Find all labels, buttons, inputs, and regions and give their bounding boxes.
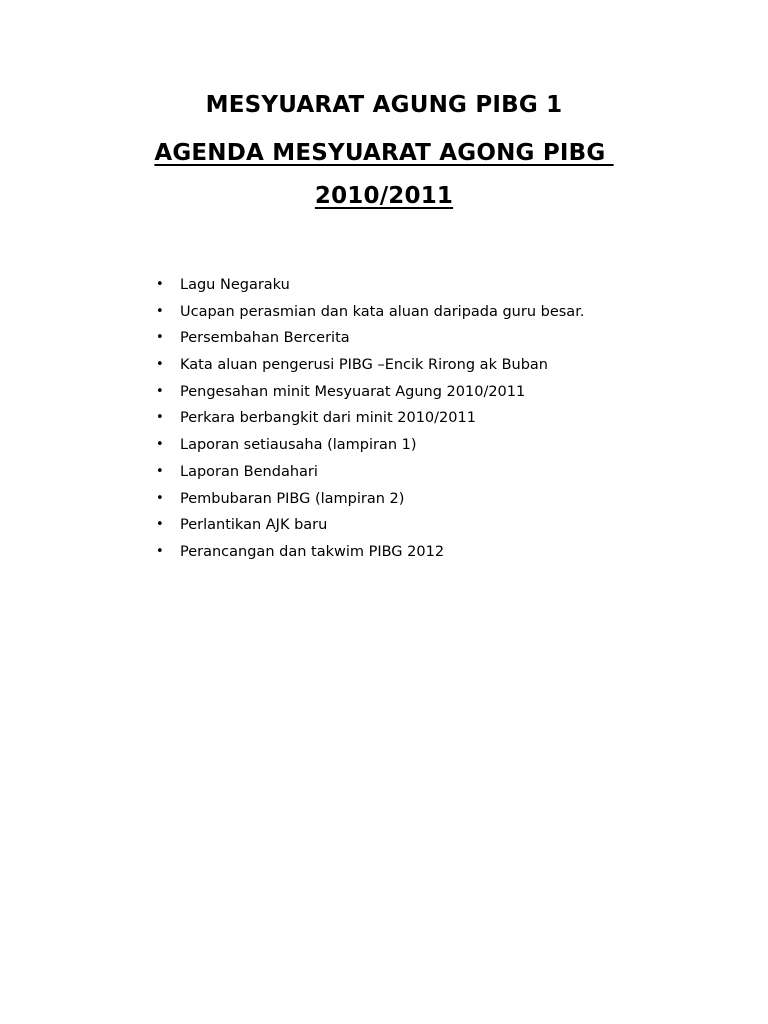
list-item [156, 487, 716, 514]
agenda-heading: AGENDA MESYUARAT AGONG PIBG [154, 140, 614, 166]
list-item [156, 406, 716, 433]
list-item [156, 513, 716, 540]
agenda-list [156, 273, 716, 567]
bullet-icon: • [156, 543, 164, 559]
agenda-item-text: Perkara berbangkit dari minit 2010/2011 [180, 410, 476, 427]
agenda-item-text: Persembahan Bercerita [180, 330, 350, 347]
agenda-item-text: Kata aluan pengerusi PIBG –Encik Rirong ak Buban [180, 357, 548, 374]
bullet-icon: • [156, 490, 164, 506]
bullet-icon: • [156, 383, 164, 399]
list-item [156, 300, 716, 327]
list-item [156, 273, 716, 300]
list-item [156, 460, 716, 487]
agenda-item-text: Perancangan dan takwim PIBG 2012 [180, 543, 445, 560]
list-item [156, 353, 716, 380]
agenda-item-text: Laporan setiausaha (lampiran 1) [180, 437, 417, 454]
bullet-icon: • [156, 277, 164, 292]
bullet-icon: • [156, 303, 164, 319]
agenda-item-text: Ucapan perasmian dan kata aluan daripada guru besar. [180, 303, 585, 320]
agenda-item-text: Laporan Bendahari [180, 463, 318, 480]
list-item [156, 540, 716, 567]
bullet-icon: • [156, 357, 164, 373]
document-title: MESYUARAT AGUNG PIBG 1 [205, 92, 563, 118]
bullet-icon: • [156, 330, 164, 346]
agenda-year: 2010/2011 [314, 183, 454, 209]
bullet-icon: • [156, 463, 164, 479]
bullet-icon: • [156, 437, 164, 453]
list-item [156, 326, 716, 353]
bullet-icon: • [156, 410, 164, 426]
list-item [156, 380, 716, 407]
agenda-item-text: Pembubaran PIBG (lampiran 2) [180, 490, 405, 507]
bullet-icon: • [156, 517, 164, 533]
list-item [156, 433, 716, 460]
agenda-item-text: Lagu Negaraku [180, 277, 290, 293]
agenda-item-text: Pengesahan minit Mesyuarat Agung 2010/2011 [180, 383, 526, 400]
agenda-item-text: Perlantikan AJK baru [180, 517, 328, 534]
